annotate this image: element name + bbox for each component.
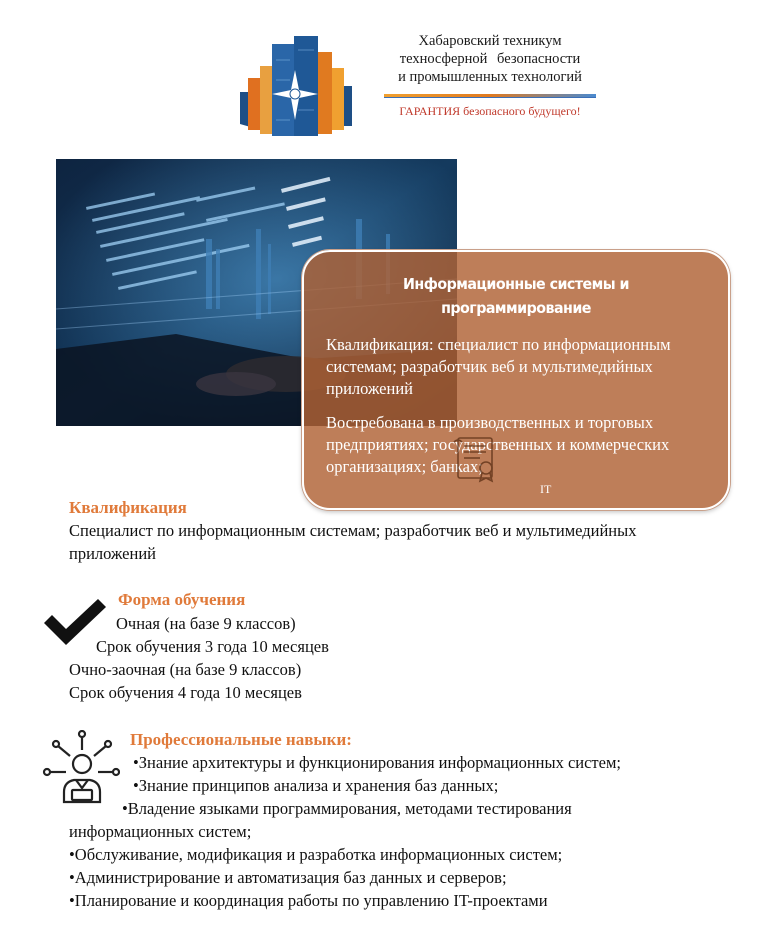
skills-item-5: •Администрирование и автоматизация баз данных и серверов; — [69, 868, 507, 887]
skills-person-icon — [42, 730, 120, 806]
study-form-line1: Очная (на базе 9 классов) — [116, 614, 296, 633]
skills-item-2: •Знание принципов анализа и хранения баз данных; — [133, 776, 499, 795]
skills-item-1: •Знание архитектуры и функционирования информационных систем; — [133, 753, 621, 772]
card-title-line1: Информационные системы и — [403, 275, 629, 293]
college-name-line1: Хабаровский техникум — [418, 33, 562, 49]
skills-heading: Профессиональные навыки: — [130, 730, 352, 749]
card-title-line2: программирование — [441, 299, 591, 317]
card-demand: Востребована в производственных и торговых предприятиях; государственных и коммерческих организациях; банках; — [326, 413, 670, 476]
qualification-line1: Специалист по информационным системам; разработчик веб и мультимедийных — [69, 521, 637, 540]
card-qualification: Квалификация: специалист по информационным системам; разработчик веб и мультимедийных приложений — [326, 335, 671, 398]
card-title — [321, 272, 711, 320]
card-cut-text: IT — [540, 482, 552, 496]
college-name — [384, 32, 596, 86]
slogan: ГАРАНТИЯ безопасного будущего! — [399, 104, 581, 118]
college-name-line2: техносферной безопасности — [399, 51, 581, 67]
college-logo — [232, 30, 360, 140]
certificate-icon — [450, 432, 506, 486]
study-form-line2: Срок обучения 3 года 10 месяцев — [96, 637, 329, 656]
college-name-line3: и промышленных технологий — [398, 69, 582, 85]
program-card — [302, 250, 730, 510]
skills-item-6: •Планирование и координация работы по управлению IT-проектами — [69, 891, 548, 910]
qualification-line2: приложений — [69, 544, 156, 563]
study-form-heading: Форма обучения — [118, 590, 246, 609]
header-divider-thin — [384, 97, 596, 98]
qualification-heading: Квалификация — [69, 498, 187, 517]
skills-item-3a: •Владение языками программирования, методами тестирования — [122, 799, 572, 818]
skills-item-4: •Обслуживание, модификация и разработка информационных систем; — [69, 845, 563, 864]
study-form-line3: Очно-заочная (на базе 9 классов) — [69, 660, 302, 679]
skills-item-3b: информационных систем; — [69, 822, 252, 841]
study-form-line4: Срок обучения 4 года 10 месяцев — [69, 683, 302, 702]
